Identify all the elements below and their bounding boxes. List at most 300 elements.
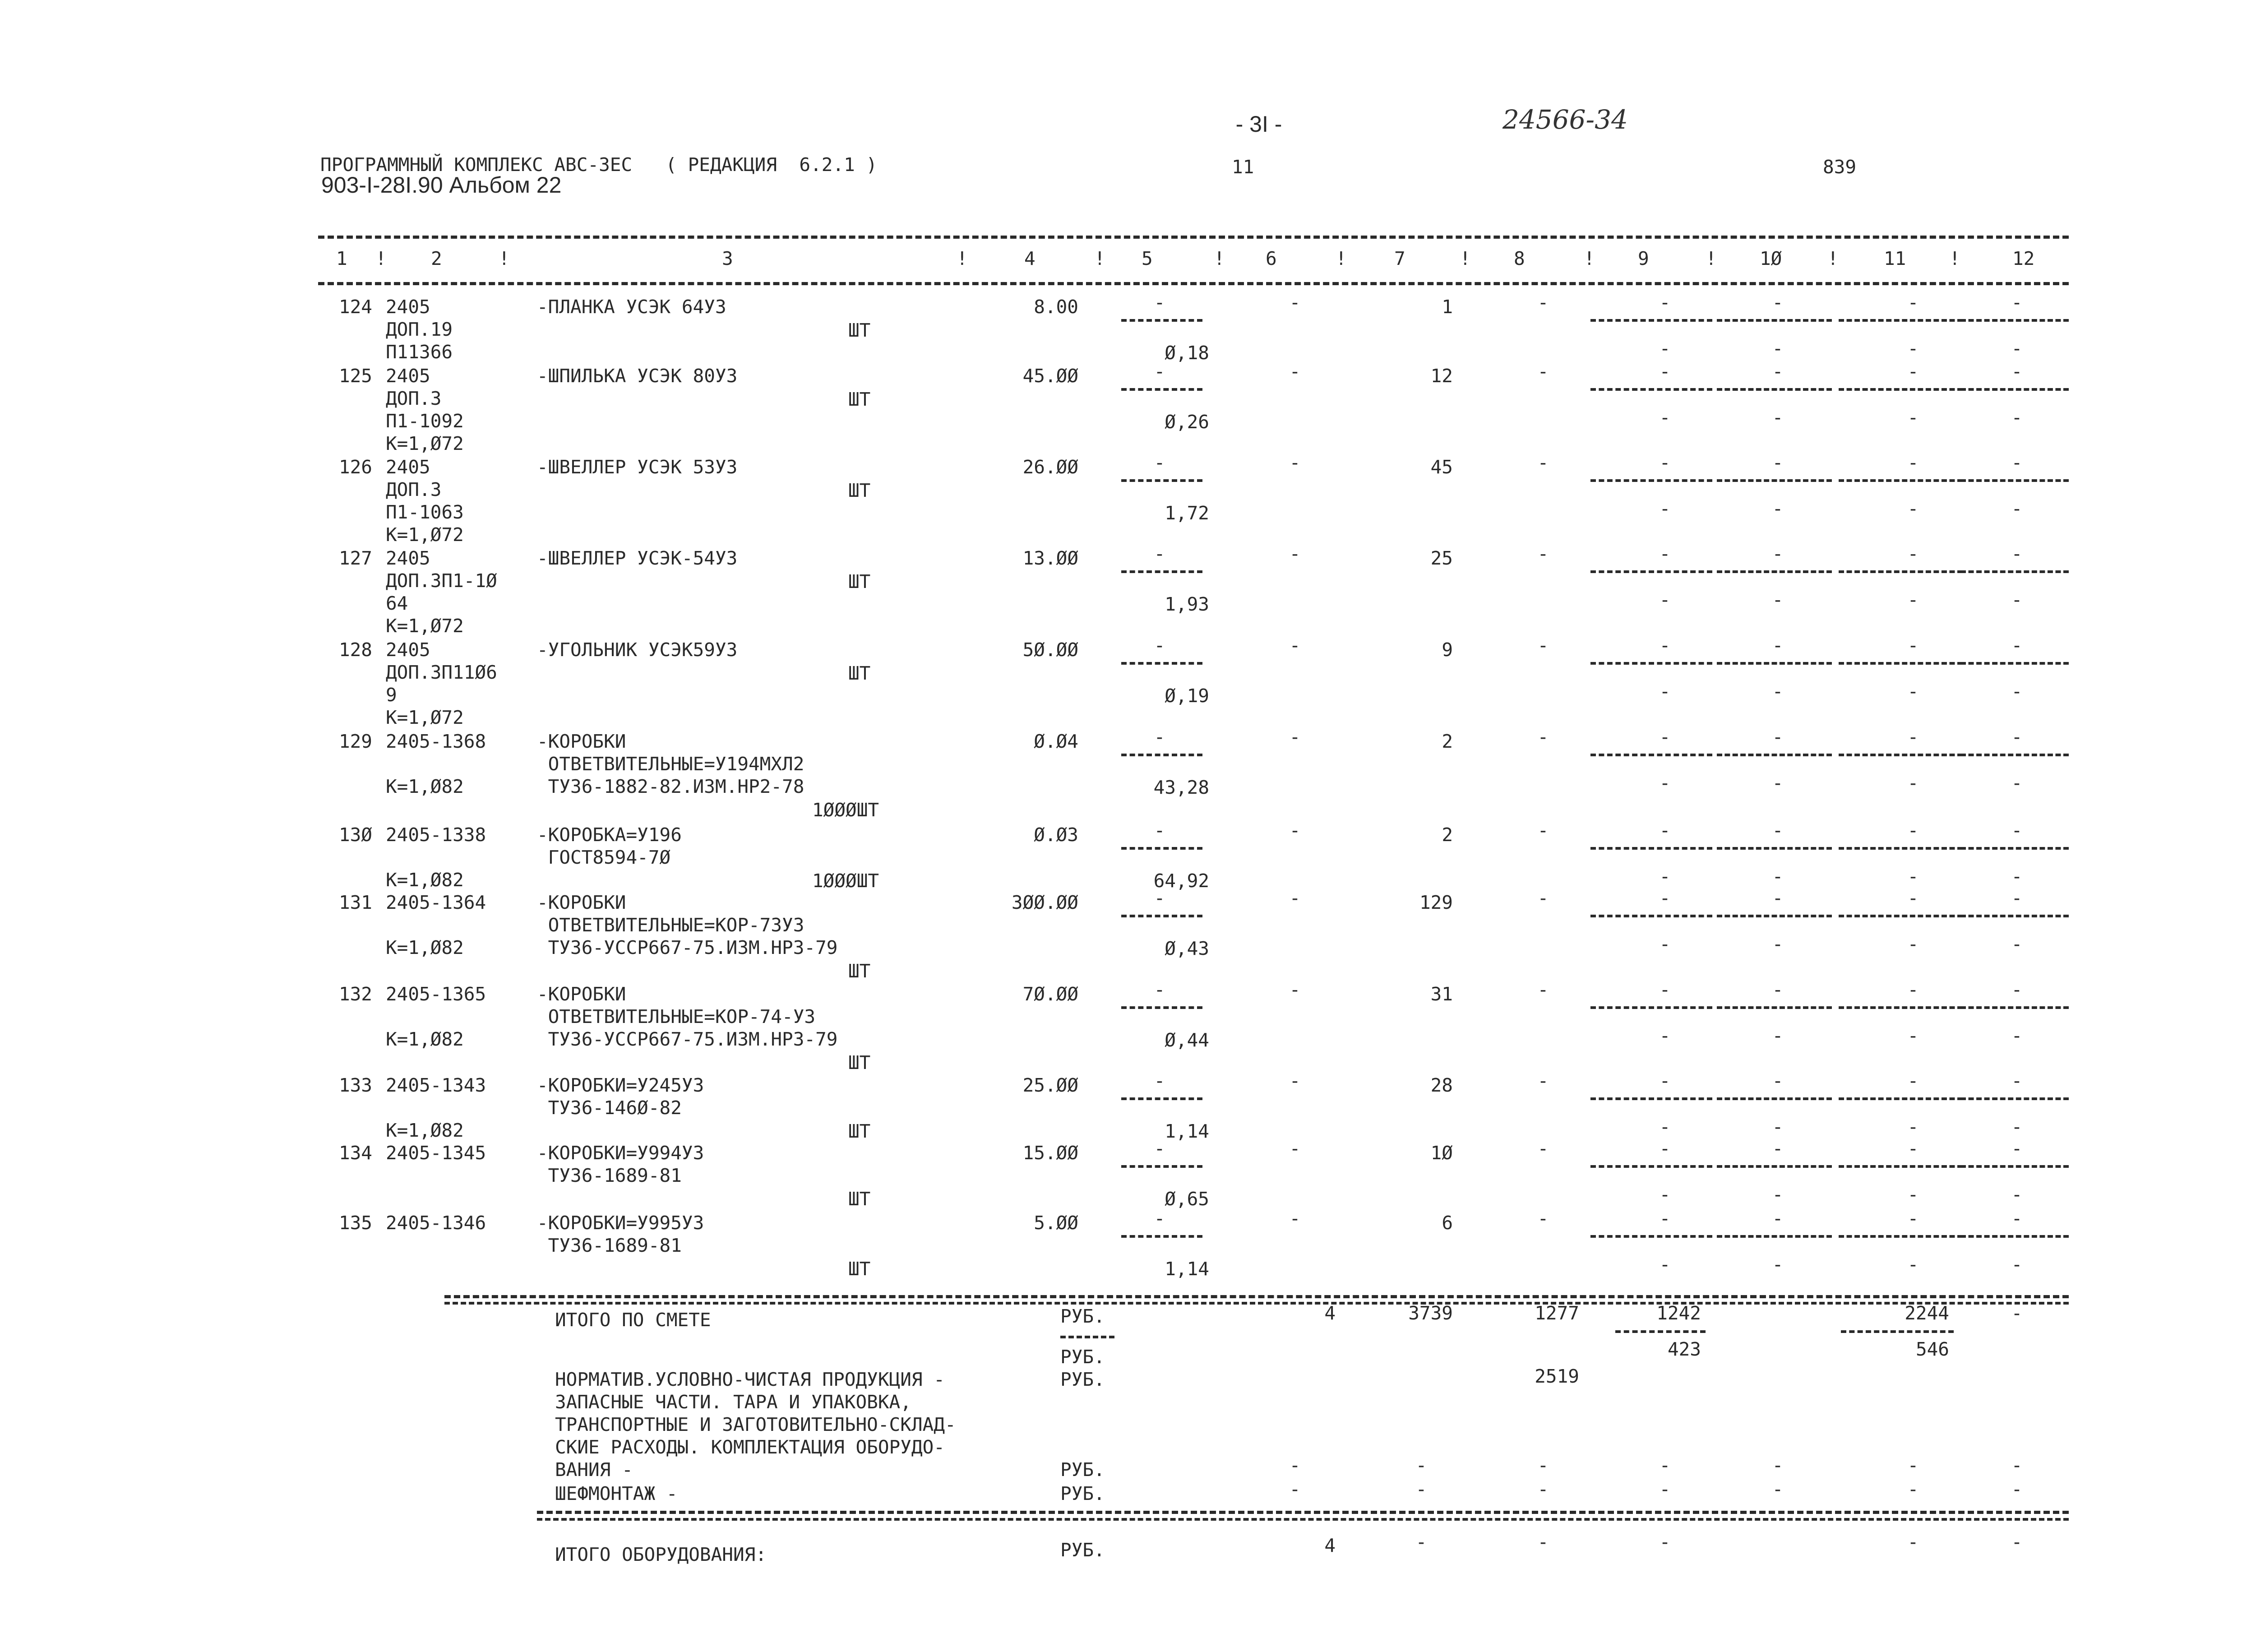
row-c8: -: [1537, 361, 1549, 382]
row-c7: 9: [1442, 639, 1453, 661]
row-c11b: -: [1907, 407, 1919, 428]
row-name-line: ТУ36-1689-81: [537, 1235, 682, 1256]
row-c6: -: [1289, 1138, 1301, 1159]
row-c10: -: [1772, 819, 1784, 841]
row-code-line: 2405: [386, 547, 430, 569]
row-c10b: -: [1772, 1254, 1784, 1275]
row-c12b: -: [2011, 1025, 2023, 1046]
dash-cell: -: [1289, 1454, 1301, 1476]
c5-fraction-rule: [1121, 1235, 1202, 1238]
c5-fraction-rule: [1121, 754, 1202, 756]
row-c5-bottom: 1,14: [1165, 1120, 1209, 1142]
column-header-cell: !: [499, 248, 510, 269]
itogo-label: ИТОГО ПО СМЕТЕ: [555, 1309, 711, 1331]
row-name-line: ТУ36-1689-81: [537, 1165, 682, 1186]
dash-cell: -: [1772, 1454, 1784, 1476]
row-name-line: -КОРОБКИ=У994У3: [537, 1142, 704, 1164]
row-quantity: 5.ØØ: [1034, 1212, 1078, 1234]
column-header-cell: !: [1460, 248, 1471, 269]
row-c12: -: [2011, 1138, 2023, 1159]
c12-fraction-rule: [1960, 570, 2069, 573]
row-code-line: 2405: [386, 456, 430, 478]
column-header-cell: 7: [1394, 248, 1405, 269]
row-c12b: -: [2011, 865, 2023, 887]
dash-cell: -: [1907, 1454, 1919, 1476]
c9-fraction-rule: [1590, 479, 1712, 482]
row-c6: -: [1289, 979, 1301, 1000]
c10-fraction-rule: [1717, 1165, 1832, 1168]
row-code-line: 2405: [386, 365, 430, 387]
row-c10b: -: [1772, 338, 1784, 359]
row-name-line: -КОРОБКИ=У245У3: [537, 1074, 704, 1096]
row-c9b: -: [1659, 498, 1671, 519]
row-c11: -: [1907, 726, 1919, 748]
row-code-line: К=1,Ø82: [386, 776, 464, 797]
row-c5-top: -: [1154, 1208, 1165, 1229]
column-header-cell: 6: [1266, 248, 1277, 269]
row-c5-top: -: [1154, 634, 1165, 656]
row-c6: -: [1289, 726, 1301, 748]
equip-c11: -: [1907, 1531, 1919, 1553]
row-c10b: -: [1772, 1025, 1784, 1046]
c10-fraction-rule: [1717, 1235, 1832, 1238]
row-code-line: 2405-1346: [386, 1212, 486, 1234]
row-c12b: -: [2011, 933, 2023, 955]
row-c12b: -: [2011, 1254, 2023, 1275]
row-c6: -: [1289, 1070, 1301, 1092]
row-c7: 28: [1430, 1074, 1453, 1096]
column-header-cell: 8: [1514, 248, 1525, 269]
row-c10: -: [1772, 452, 1784, 473]
c11-fraction-rule: [1839, 754, 1963, 756]
row-code-line: ДОП.3: [386, 388, 442, 409]
row-c7: 2: [1442, 731, 1453, 752]
norm-line-3: ТРАНСПОРТНЫЕ И ЗАГОТОВИТЕЛЬНО-СКЛАД-: [555, 1414, 956, 1435]
row-quantity: 45.ØØ: [1022, 365, 1078, 387]
c9-fraction-rule: [1590, 1097, 1712, 1100]
row-code-line: К=1,Ø72: [386, 615, 464, 637]
row-c11b: -: [1907, 1254, 1919, 1275]
column-header-cell: !: [1094, 248, 1105, 269]
row-code-line: ДОП.19: [386, 319, 453, 340]
c9-fraction-rule: [1590, 1165, 1712, 1168]
sub-c9: 423: [1667, 1338, 1701, 1360]
c11-fraction-rule: [1839, 1097, 1963, 1100]
row-c11: -: [1907, 1138, 1919, 1159]
row-name-line: ТУ36-УССР667-75.ИЗМ.НР3-79: [537, 1028, 838, 1050]
header-bottom-rule: [318, 282, 2069, 285]
row-c11b: -: [1907, 338, 1919, 359]
c11-fraction-rule: [1839, 1165, 1963, 1168]
row-c12b: -: [2011, 1184, 2023, 1205]
row-c5-bottom: Ø,19: [1165, 685, 1209, 707]
row-c5-top: -: [1154, 726, 1165, 748]
c11-fraction-rule: [1839, 662, 1963, 665]
c9-underline: [1615, 1330, 1706, 1333]
c10-fraction-rule: [1717, 847, 1832, 850]
row-number: 128: [338, 639, 372, 661]
row-c10: -: [1772, 543, 1784, 565]
row-c12: -: [2011, 979, 2023, 1000]
row-c10: -: [1772, 634, 1784, 656]
row-name-line: ОТВЕТВИТЕЛЬНЫЕ=КОР-73У3: [537, 914, 804, 936]
c11-fraction-rule: [1839, 1235, 1963, 1238]
c12-fraction-rule: [1960, 388, 2069, 391]
row-name-line: -КОРОБКИ: [537, 983, 626, 1005]
column-header-cell: 9: [1638, 248, 1649, 269]
equip-c6: 4: [1324, 1535, 1336, 1556]
row-c11b: -: [1907, 589, 1919, 611]
c5-fraction-rule: [1121, 479, 1202, 482]
c12-fraction-rule: [1960, 915, 2069, 917]
c10-fraction-rule: [1717, 1006, 1832, 1009]
row-name-line: -УГОЛЬНИК УСЭК59У3: [537, 639, 738, 661]
itogo-c9: 1242: [1656, 1302, 1701, 1324]
row-c7: 2: [1442, 824, 1453, 846]
c10-fraction-rule: [1717, 570, 1832, 573]
c12-fraction-rule: [1960, 1097, 2069, 1100]
row-c9: -: [1659, 543, 1671, 565]
row-code-line: 2405-1368: [386, 731, 486, 752]
row-c12: -: [2011, 361, 2023, 382]
row-c5-bottom: Ø,26: [1165, 411, 1209, 433]
column-header-cell: !: [1706, 248, 1717, 269]
row-unit: ШТ: [848, 1258, 871, 1280]
row-code-line: К=1,Ø82: [386, 869, 464, 891]
row-c10: -: [1772, 887, 1784, 909]
row-c5-bottom: Ø,43: [1165, 938, 1209, 959]
row-name-line: -КОРОБКИ: [537, 892, 626, 913]
c12-fraction-rule: [1960, 847, 2069, 850]
row-c9: -: [1659, 887, 1671, 909]
row-c6: -: [1289, 819, 1301, 841]
norm-line-5: ВАНИЯ -: [555, 1459, 633, 1481]
row-c11: -: [1907, 361, 1919, 382]
sheet-number: 839: [1823, 156, 1857, 178]
row-number: 13Ø: [338, 824, 372, 846]
column-header-cell: !: [1584, 248, 1595, 269]
dash-cell: -: [1537, 1454, 1549, 1476]
row-unit: 1ØØØШТ: [812, 799, 879, 821]
row-c9b: -: [1659, 1025, 1671, 1046]
itogo-c12: -: [2011, 1302, 2023, 1324]
row-c12: -: [2011, 543, 2023, 565]
norm-line-6: ШЕФМОНТАЖ -: [555, 1483, 678, 1504]
row-number: 132: [338, 983, 372, 1005]
shef-rub: РУБ.: [1060, 1483, 1105, 1504]
c9-fraction-rule: [1590, 754, 1712, 756]
column-header-cell: 4: [1024, 248, 1036, 269]
row-c9b: -: [1659, 1116, 1671, 1138]
row-c8: -: [1537, 292, 1549, 313]
row-c12b: -: [2011, 589, 2023, 611]
column-header-cell: 1Ø: [1760, 248, 1782, 269]
row-number: 124: [338, 296, 372, 318]
row-c5-top: -: [1154, 292, 1165, 313]
row-c12: -: [2011, 726, 2023, 748]
row-code-line: 2405: [386, 639, 430, 661]
c10-fraction-rule: [1717, 662, 1832, 665]
row-c10b: -: [1772, 1116, 1784, 1138]
norm-line-1: НОРМАТИВ.УСЛОВНО-ЧИСТАЯ ПРОДУКЦИЯ -: [555, 1369, 945, 1390]
row-c12b: -: [2011, 407, 2023, 428]
row-c11: -: [1907, 887, 1919, 909]
equip-rule: [537, 1511, 2069, 1514]
row-quantity: 15.ØØ: [1022, 1142, 1078, 1164]
norm-line-2: ЗАПАСНЫЕ ЧАСТИ. ТАРА И УПАКОВКА,: [555, 1391, 911, 1413]
row-unit: ШТ: [848, 1052, 871, 1074]
c5-fraction-rule: [1121, 662, 1202, 665]
c9-fraction-rule: [1590, 1235, 1712, 1238]
row-c10b: -: [1772, 933, 1784, 955]
row-c9: -: [1659, 361, 1671, 382]
equip-label: ИТОГО ОБОРУДОВАНИЯ:: [555, 1544, 767, 1565]
c5-fraction-rule: [1121, 1097, 1202, 1100]
sub-c11: 546: [1915, 1338, 1949, 1360]
row-c5-bottom: Ø,44: [1165, 1029, 1209, 1051]
row-name-line: -ПЛАНКА УСЭК 64У3: [537, 296, 726, 318]
row-c9: -: [1659, 452, 1671, 473]
row-code-line: ДОП.3: [386, 479, 442, 500]
row-c11: -: [1907, 979, 1919, 1000]
row-quantity: 8.00: [1034, 296, 1078, 318]
section-number: 11: [1232, 156, 1254, 178]
row-c12: -: [2011, 819, 2023, 841]
row-c9: -: [1659, 979, 1671, 1000]
c11-fraction-rule: [1839, 847, 1963, 850]
row-c10b: -: [1772, 498, 1784, 519]
row-unit: ШТ: [848, 960, 871, 982]
row-c6: -: [1289, 1208, 1301, 1229]
row-unit: ШТ: [848, 480, 871, 501]
row-unit: 1ØØØШТ: [812, 870, 879, 892]
row-name-line: ТУ36-1882-82.ИЗМ.НР2-78: [537, 776, 804, 797]
row-name-line: ОТВЕТВИТЕЛЬНЫЕ=У194МХЛ2: [537, 753, 804, 775]
row-unit: ШТ: [848, 662, 871, 684]
row-code-line: 2405-1343: [386, 1074, 486, 1096]
row-c8: -: [1537, 1138, 1549, 1159]
equip-c7: -: [1415, 1531, 1427, 1553]
row-quantity: 7Ø.ØØ: [1022, 983, 1078, 1005]
itogo-c6: 4: [1324, 1302, 1336, 1324]
row-c11b: -: [1907, 498, 1919, 519]
c11-underline: [1841, 1330, 1954, 1333]
program-line: ПРОГРАММНЫЙ КОМПЛЕКС АВС-3ЕС ( РЕДАКЦИЯ 6.2.1 ): [320, 154, 878, 176]
row-c11b: -: [1907, 1116, 1919, 1138]
row-c12b: -: [2011, 498, 2023, 519]
row-name-line: ТУ36-УССР667-75.ИЗМ.НР3-79: [537, 937, 838, 958]
dash-cell: -: [1289, 1478, 1301, 1500]
c5-fraction-rule: [1121, 847, 1202, 850]
row-c10b: -: [1772, 1184, 1784, 1205]
c5-fraction-rule: [1121, 388, 1202, 391]
row-c5-bottom: Ø,18: [1165, 342, 1209, 364]
row-code-line: К=1,Ø72: [386, 524, 464, 546]
row-c8: -: [1537, 887, 1549, 909]
row-c8: -: [1537, 819, 1549, 841]
row-c12: -: [2011, 452, 2023, 473]
c10-fraction-rule: [1717, 915, 1832, 917]
dash-cell: -: [1537, 1478, 1549, 1500]
row-c9b: -: [1659, 865, 1671, 887]
row-c5-bottom: 64,92: [1153, 870, 1209, 892]
c9-fraction-rule: [1590, 570, 1712, 573]
row-code-line: 2405-1345: [386, 1142, 486, 1164]
row-code-line: ДОП.3П11Ø6: [386, 662, 497, 683]
row-unit: ШТ: [848, 1188, 871, 1210]
row-c9: -: [1659, 634, 1671, 656]
row-c11b: -: [1907, 772, 1919, 794]
row-quantity: 13.ØØ: [1022, 547, 1078, 569]
column-header-cell: !: [1214, 248, 1225, 269]
page-number: - 3I -: [1235, 111, 1282, 137]
row-c12b: -: [2011, 1116, 2023, 1138]
row-c8: -: [1537, 634, 1549, 656]
row-c7: 6: [1442, 1212, 1453, 1234]
row-c12b: -: [2011, 338, 2023, 359]
row-c9b: -: [1659, 933, 1671, 955]
row-c7: 12: [1430, 365, 1453, 387]
dash-cell: -: [1772, 1478, 1784, 1500]
row-c11: -: [1907, 1208, 1919, 1229]
c12-fraction-rule: [1960, 479, 2069, 482]
row-c6: -: [1289, 543, 1301, 565]
row-c8: -: [1537, 452, 1549, 473]
row-c12: -: [2011, 1208, 2023, 1229]
row-c9: -: [1659, 1070, 1671, 1092]
row-code-line: ДОП.3П1-1Ø: [386, 570, 497, 592]
row-c11: -: [1907, 1070, 1919, 1092]
row-name-line: -КОРОБКА=У196: [537, 824, 682, 846]
row-c5-top: -: [1154, 887, 1165, 909]
row-c5-top: -: [1154, 543, 1165, 565]
row-c9b: -: [1659, 772, 1671, 794]
equip-c12: -: [2011, 1531, 2023, 1553]
column-header-cell: 12: [2012, 248, 2035, 269]
c9-fraction-rule: [1590, 319, 1712, 322]
row-c10b: -: [1772, 589, 1784, 611]
row-c7: 45: [1430, 456, 1453, 478]
c12-fraction-rule: [1960, 319, 2069, 322]
row-c12b: -: [2011, 680, 2023, 702]
row-number: 133: [338, 1074, 372, 1096]
row-c10: -: [1772, 726, 1784, 748]
row-c8: -: [1537, 979, 1549, 1000]
row-c11b: -: [1907, 1184, 1919, 1205]
column-header-cell: !: [957, 248, 968, 269]
row-code-line: 2405-1364: [386, 892, 486, 913]
c10-fraction-rule: [1717, 1097, 1832, 1100]
row-number: 125: [338, 365, 372, 387]
c11-fraction-rule: [1839, 915, 1963, 917]
row-number: 131: [338, 892, 372, 913]
dash-cell: -: [2011, 1478, 2023, 1500]
c5-fraction-rule: [1121, 319, 1202, 322]
row-c6: -: [1289, 361, 1301, 382]
row-code-line: П1-1092: [386, 410, 464, 432]
row-unit: ШТ: [848, 319, 871, 341]
row-code-line: 2405: [386, 296, 430, 318]
row-name-line: ОТВЕТВИТЕЛЬНЫЕ=КОР-74-У3: [537, 1006, 816, 1027]
dash-cell: -: [1907, 1478, 1919, 1500]
c11-fraction-rule: [1839, 319, 1963, 322]
row-c5-bottom: 1,93: [1165, 593, 1209, 615]
row-c6: -: [1289, 634, 1301, 656]
c5-fraction-rule: [1121, 1006, 1202, 1009]
column-header-cell: 2: [431, 248, 442, 269]
dash-cell: -: [1415, 1454, 1427, 1476]
c9-fraction-rule: [1590, 915, 1712, 917]
row-c7: 129: [1419, 892, 1453, 913]
c5-fraction-rule: [1121, 570, 1202, 573]
row-code-line: К=1,Ø82: [386, 1028, 464, 1050]
row-c5-bottom: 43,28: [1153, 777, 1209, 798]
row-c10: -: [1772, 361, 1784, 382]
itogo-c11: 2244: [1905, 1302, 1949, 1324]
totals-top-rule: [444, 1295, 2069, 1298]
row-code-line: 64: [386, 592, 408, 614]
row-unit: ШТ: [848, 389, 871, 410]
column-header-cell: 5: [1142, 248, 1153, 269]
row-c5-top: -: [1154, 452, 1165, 473]
row-c11b: -: [1907, 933, 1919, 955]
row-c12: -: [2011, 887, 2023, 909]
album-line: 903-I-28I.90 Альбом 22: [321, 172, 562, 198]
row-c7: 1Ø: [1430, 1142, 1453, 1164]
row-name-line: ГОСТ8594-7Ø: [537, 847, 671, 868]
row-c5-bottom: 1,14: [1165, 1258, 1209, 1280]
row-name-line: -ШВЕЛЛЕР УСЭК 53У3: [537, 456, 738, 478]
row-c8: -: [1537, 1208, 1549, 1229]
row-unit: ШТ: [848, 1120, 871, 1142]
row-c11b: -: [1907, 680, 1919, 702]
c9-fraction-rule: [1590, 847, 1712, 850]
row-c11b: -: [1907, 865, 1919, 887]
c12-fraction-rule: [1960, 1235, 2069, 1238]
row-name-line: -ШВЕЛЛЕР УСЭК-54У3: [537, 547, 738, 569]
row-c7: 31: [1430, 983, 1453, 1005]
row-c8: -: [1537, 543, 1549, 565]
sub-rub: РУБ.: [1060, 1346, 1105, 1368]
row-c10: -: [1772, 1138, 1784, 1159]
row-c9b: -: [1659, 338, 1671, 359]
row-c5-top: -: [1154, 1070, 1165, 1092]
column-header-cell: 3: [722, 248, 733, 269]
row-c5-top: -: [1154, 361, 1165, 382]
row-number: 134: [338, 1142, 372, 1164]
c10-fraction-rule: [1717, 388, 1832, 391]
column-header-cell: 11: [1884, 248, 1906, 269]
row-quantity: 5Ø.ØØ: [1022, 639, 1078, 661]
norm-rub: РУБ.: [1060, 1369, 1105, 1390]
row-c9b: -: [1659, 680, 1671, 702]
row-c11: -: [1907, 543, 1919, 565]
row-name-line: -КОРОБКИ=У995У3: [537, 1212, 704, 1234]
row-quantity: Ø.Ø3: [1034, 824, 1078, 846]
row-number: 129: [338, 731, 372, 752]
column-header-cell: !: [375, 248, 387, 269]
row-c9b: -: [1659, 407, 1671, 428]
c12-fraction-rule: [1960, 1006, 2069, 1009]
row-c10: -: [1772, 292, 1784, 313]
row-c9: -: [1659, 726, 1671, 748]
c11-fraction-rule: [1839, 479, 1963, 482]
c9-fraction-rule: [1590, 388, 1712, 391]
row-quantity: 3ØØ.ØØ: [1011, 892, 1078, 913]
column-header-cell: !: [1949, 248, 1960, 269]
equip-rub: РУБ.: [1060, 1539, 1105, 1561]
row-c11: -: [1907, 292, 1919, 313]
